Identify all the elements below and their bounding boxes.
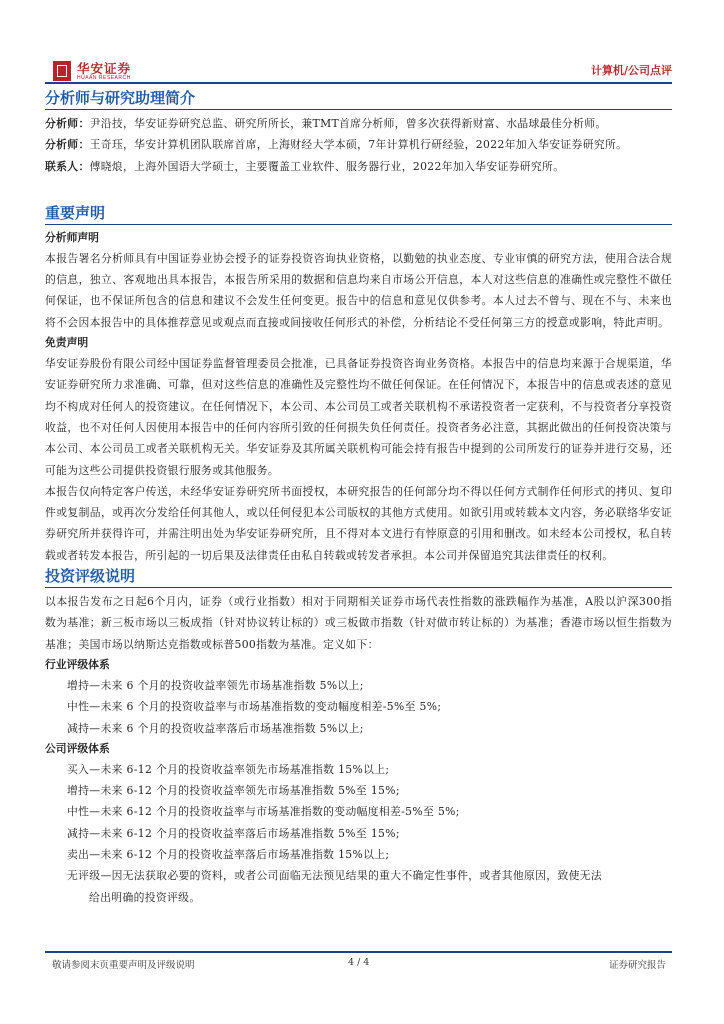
disclaimer-section-title: 重要声明 (45, 203, 106, 222)
company-logo (53, 61, 131, 81)
footer-divider (45, 951, 672, 953)
contact-item: 联系人：傅晓烺，上海外国语大学硕士，主要覆盖工业软件、服务器行业，2022年加入华安证券研究所。 (45, 159, 565, 173)
exemption-heading: 免责声明 (45, 336, 89, 350)
industry-rating-item: 减持—未来 6 个月的投资收益率落后市场基准指数 5%以上; (67, 721, 364, 735)
rating-section-title: 投资评级说明 (45, 567, 136, 586)
company-rating-item: 卖出—未来 6-12 个月的投资收益率落后市场基准指数 15%以上; (67, 848, 390, 862)
analyst-statement-text: 本报告署名分析师具有中国证券业协会授予的证券投资咨询执业资格，以勤勉的执业态度、专业审慎的研究方法，使用合法合规的信息，独立、客观地出具本报告，本报告所采用的数据和信息均来自市场公开信息，本人对这些信息的准确性或完整性不做任何保证，也不保证所包含的信息和建议不会发生任何变更。报告中的信息和意见仅供参考。本人过去不曾与、现在不与、未来也将不会因本报告中的具体推荐意见或观点而直接或间接收任何形式的补偿，分析结论不受任何第三方的授意或影响，特此声明。 (45, 251, 672, 329)
company-rating-item: 减持—未来 6-12 个月的投资收益率落后市场基准指数 5%至 15%; (67, 826, 400, 840)
company-rating-item: 买入—未来 6-12 个月的投资收益率领先市场基准指数 15%以上; (67, 762, 390, 776)
exemption-paragraph-2: 本报告仅向特定客户传送，未经华安证券研究所书面授权，本研究报告的任何部分均不得以任何方式制作任何形式的拷贝、复印件或复制品，或再次分发给任何其他人，或以任何侵犯本公司版权的其他方式使用。如欲引用或转载本文内容，务必联络华安证券研究所并获得许可，并需注明出处为华安证券研究所，且不得对本文进行有悖原意的引用和删改。如未经本公司授权，私自转载或者转发本报告，所引起的一切后果及法律责任由私自转载或转发者承担。本公司并保留追究其法律责任的权利。 (45, 484, 672, 562)
no-rating-item: 无评级—因无法获取必要的资料，或者公司面临无法预见结果的重大不确定性事件，或者其他原因，致使无法 (67, 869, 603, 883)
analyst-statement-heading: 分析师声明 (45, 230, 99, 244)
analysts-section-title: 分析师与研究助理简介 (45, 89, 196, 107)
exemption-paragraph-1: 华安证券股份有限公司经中国证券监督管理委员会批准，已具备证券投资咨询业务资格。本报告中的信息均来源于合规渠道，华安证券研究所力求准确、可靠，但对这些信息的准确性及完整性均不做任何保证。在任何情况下，本报告中的信息或表述的意见均不构成对任何人的投资建议。在任何情况下，本公司、本公司员工或者关联机构不承诺投资者一定获利，不与投资者分享投资收益，也不对任何人因使用本报告中的任何内容所引致的任何损失负任何责任。投资者务必注意，其据此做出的任何投资决策与本公司、本公司员工或者关联机构无关。华安证券及其所属关联机构可能会持有报告中提到的公司所发行的证券并进行交易，还可能为这些公司提供投资银行服务或其他服务。 (45, 357, 672, 477)
industry-rating-item: 中性—未来 6 个月的投资收益率与市场基准指数的变动幅度相差-5%至 5%; (67, 700, 442, 714)
footer-report-type: 证券研究报告 (608, 960, 666, 971)
industry-rating-item: 增持—未来 6 个月的投资收益率领先市场基准指数 5%以上; (67, 678, 364, 692)
page-header (45, 55, 672, 83)
logo-icon (53, 61, 71, 81)
page-content (45, 88, 672, 908)
logo-cn-text: 华安证券 (77, 60, 132, 76)
section-divider (45, 109, 672, 110)
logo-en-text: HUAAN RESEARCH (77, 74, 131, 81)
header-divider (45, 82, 672, 84)
analyst-item: 分析师：王奇珏，华安计算机团队联席首席，上海财经大学本硕，7年计算机行研经验，2022年加入华安证券研究所。 (45, 138, 628, 152)
page-number: 4 / 4 (348, 957, 370, 968)
company-rating-item: 增持—未来 6-12 个月的投资收益率领先市场基准指数 5%至 15%; (67, 784, 400, 798)
rating-intro: 以本报告发布之日起6个月内，证券（或行业指数）相对于同期相关证券市场代表性指数的涨跌幅作为基准，A股以沪深300指数为基准；新三板市场以三板成指（针对协议转让标的）或三板做市指数（针对做市转让标的）为基准；香港市场以恒生指数为基准；美国市场以纳斯达克指数或标普500指数为基准。定义如下： (45, 595, 672, 651)
section-divider (45, 224, 672, 225)
no-rating-item-cont: 给出明确的投资评级。 (89, 890, 201, 904)
footer-notice: 敬请参阅末页重要声明及评级说明 (52, 960, 195, 971)
company-rating-heading: 公司评级体系 (45, 741, 110, 755)
analyst-item: 分析师：尹沿技，华安证券研究总监、研究所所长，兼TMT首席分析师，曾多次获得新财富、水晶球最佳分析师。 (45, 117, 607, 130)
report-category: 计算机/公司点评 (590, 64, 672, 77)
section-divider (45, 587, 672, 588)
company-rating-item: 中性—未来 6-12 个月的投资收益率与市场基准指数的变动幅度相差-5%至 5%; (67, 805, 460, 819)
industry-rating-heading: 行业评级体系 (45, 657, 110, 671)
